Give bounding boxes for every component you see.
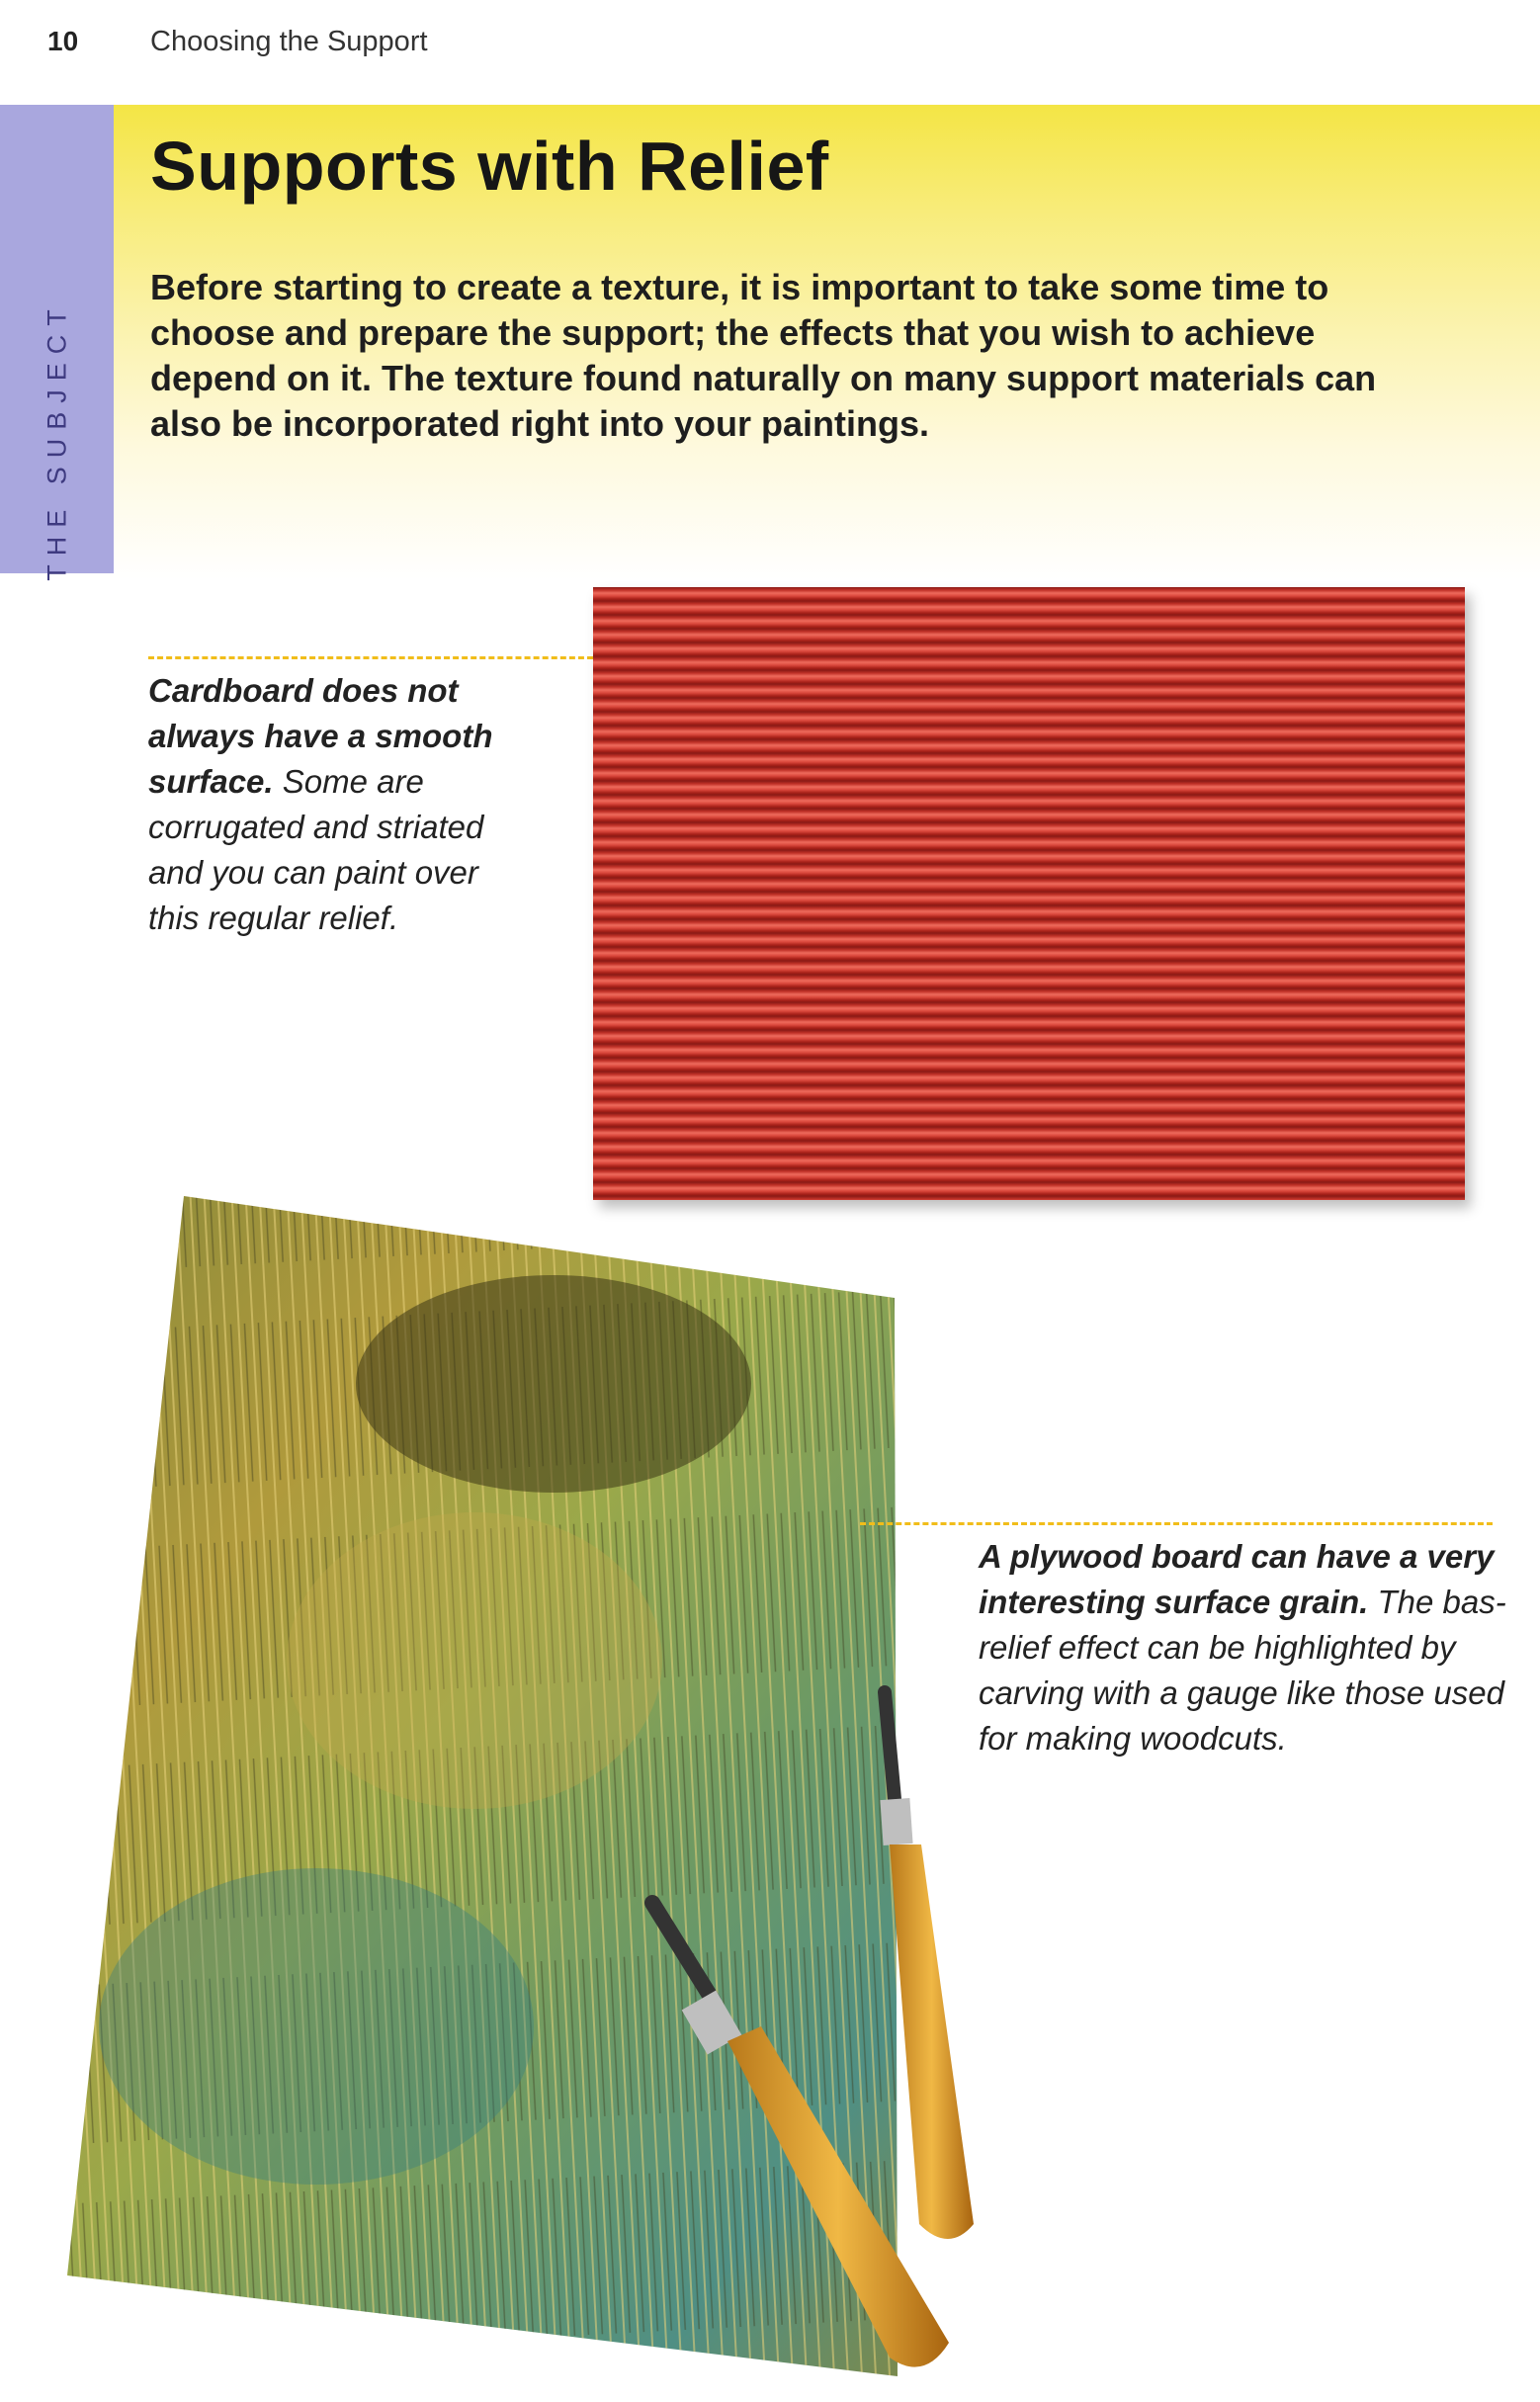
plywood-caption: [979, 1534, 1512, 1761]
side-tab-label: THE SUBJECT: [42, 300, 72, 581]
running-head: Choosing the Support: [150, 26, 428, 57]
plywood-caption-bold: A plywood board can have a very interesting surface grain.: [979, 1538, 1495, 1620]
cardboard-caption-text: Some are corrugated and striated and you can paint over this regular relief.: [148, 763, 484, 936]
cardboard-caption-bold: Cardboard does not always have a smooth surface.: [148, 672, 493, 800]
plywood-caption-text: The bas-relief effect can be highlighted by carving with a gauge like those used for making woodcuts.: [979, 1584, 1506, 1757]
plywood-leader-line: [860, 1522, 1493, 1525]
page-title: Supports with Relief: [150, 128, 829, 205]
intro-paragraph: Before starting to create a texture, it is important to take some time to choose and prepare the support; the effects that you wish to achieve depend on it. The texture found naturally on many support materials can also be incorporated right into your paintings.: [150, 267, 1377, 444]
page-number: 10: [47, 26, 79, 56]
